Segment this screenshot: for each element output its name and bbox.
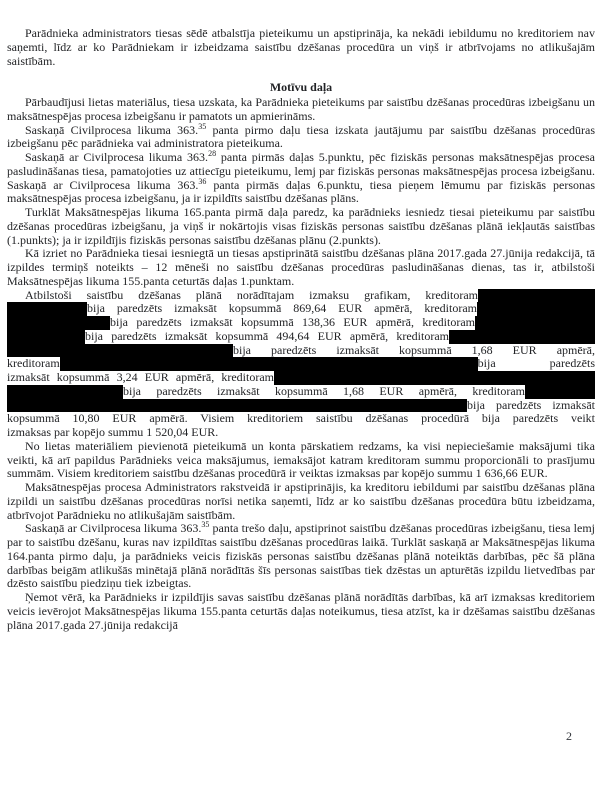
redacted-line bbox=[7, 412, 595, 426]
redacted-line-text: bija paredzēts izmaksāt kopsummā 1,68 EUR apmērā, kreditoram bbox=[123, 384, 525, 398]
paragraph: Saskaņā ar Civilprocesa likuma 363.28 panta pirmās daļas 5.punktu, pēc fiziskās personas maksātnespējas procesa pasludināšanas tiesa, pamatojoties uz attiecīgu pieteikumu, lemj par fiziskās personas maksātnespējas procesa izbeigšanu. Saskaņā ar Civilprocesa likuma 363.36 panta pirmās daļas 6.punktu, tiesa pieņem lēmumu par fiziskās personas maksātnespējas procesa izbeigšanu, ja ir izpildīts saistību dzēšanas plāns. bbox=[7, 149, 595, 206]
redacted-line bbox=[7, 316, 595, 330]
redacted-line bbox=[7, 344, 595, 358]
paragraph: Turklāt Maksātnespējas likuma 165.panta pirmā daļa paredz, ka parādnieks iesniedz tiesai pieteikumu par saistību dzēšanas procedūras izbeigšanu, ja viņš ir nokārtojis visas fiziskās personas saistību dzēšanas plānā iekļautās saistības (1.punkts); ja ir izpildījis fiziskās personas saistību dzēšanas plānu (2.punkts). bbox=[7, 205, 595, 247]
paragraph: Pārbaudījusi lietas materiālus, tiesa uzskata, ka Parādnieka pieteikums par saistību dzēšanas procedūras izbeigšanu un maksātnespējas procesa izbeigšanu ir pamatots un apmierināms. bbox=[7, 95, 595, 123]
redacted-paragraph bbox=[7, 289, 595, 440]
page-number: 2 bbox=[566, 729, 572, 743]
paragraph: Parādnieka administrators tiesas sēdē atbalstīja pieteikumu un apstiprināja, ka nekādi iebildumu no kreditoriem nav saņemti, līdz ar ko Parādniekam ir izbeidzama saistību dzēšanas procedūra un viņš ir atbrīvojams no atlikušajām saistībām. bbox=[7, 26, 595, 68]
redaction-box bbox=[7, 302, 87, 316]
redaction-box bbox=[7, 344, 233, 358]
redacted-line bbox=[7, 330, 595, 344]
paragraph: No lietas materiāliem pievienotā pieteikumā un konta pārskatiem redzams, ka visi nepieciešamie maksājumi tika veikti, kā arī papildus Parādnieks veica maksājumus, iemaksājot katram kreditoram summu proporcionāli to prasījumu summām. Visiem kreditoriem saistību dzēšanas procedūrā ir veiktas izmaksas par kopējo summu 1 636,66 EUR. bbox=[7, 438, 595, 481]
redacted-line-text: izmaksas par kopējo summu 1 520,04 EUR. bbox=[7, 426, 219, 439]
redacted-line-text: bija paredzēts izmaksāt kopsummā 138,36 EUR apmērā, kreditoram bbox=[110, 316, 475, 329]
redaction-box bbox=[525, 385, 595, 399]
redacted-line-text: bija paredzēts izmaksāt kopsummā 869,64 EUR apmērā, kreditoram bbox=[87, 302, 477, 316]
redacted-line bbox=[7, 357, 595, 371]
redaction-box bbox=[478, 289, 595, 303]
section-heading: Motīvu daļa bbox=[269, 80, 333, 95]
document-body bbox=[7, 27, 595, 632]
redacted-line-text: bija paredzēts izmaksāt bbox=[467, 398, 595, 412]
redaction-box bbox=[7, 385, 123, 399]
redacted-line-text: bija paredzēts izmaksāt kopsummā 1,68 EUR apmērā, bbox=[233, 343, 595, 357]
redacted-line bbox=[7, 289, 595, 303]
redacted-line bbox=[7, 399, 595, 413]
paragraph: Kā izriet no Parādnieka tiesai iesniegtā un tiesas apstiprinātā saistību dzēšanas plāna 2017.gada 27.jūnija redakcijā, tā izpildes termiņš noteikts – 12 mēneši no saistību dzēšanas procedūras pasludināšanas dienas, tas ir, atbilstoši Maksātnespējas likuma 155.panta ceturtās daļas 1.punktam. bbox=[7, 246, 595, 288]
paragraph: Saskaņā Civilprocesa likuma 363.35 panta pirmo daļu tiesa izskata jautājumu par saistību dzēšanas procedūras izbeigšanu pēc parādnieka vai administratora pieteikuma. bbox=[7, 121, 595, 151]
footnote-superscript: 35 bbox=[201, 520, 210, 530]
footnote-superscript: 36 bbox=[198, 176, 207, 186]
indent-spacer bbox=[7, 289, 25, 303]
redaction-box bbox=[7, 330, 85, 344]
redacted-line-text: kreditoram bbox=[7, 357, 60, 371]
redacted-line bbox=[7, 385, 595, 399]
redacted-line-text: izmaksāt kopsummā 3,24 EUR apmērā, kreditoram bbox=[7, 371, 274, 384]
paragraph: Ņemot vērā, ka Parādnieks ir izpildījis savas saistību dzēšanas plānā norādītās darbības, kā arī izmaksas kreditoriem veicis ievērojot Maksātnespējas likuma 155.panta ceturtās daļas noteikumus, tiesa atzīst, ka ir dzēšamas saistību dzēšanas plāna 2017.gada 27.jūnija redakcijā bbox=[7, 590, 595, 632]
redacted-line-text: kopsummā 10,80 EUR apmērā. Visiem kreditoriem saistību dzēšanas procedūrā bija paredzēts veikt bbox=[7, 412, 595, 426]
redaction-box bbox=[274, 371, 595, 385]
footnote-superscript: 28 bbox=[208, 149, 217, 158]
redacted-line-text: bija paredzēts bbox=[477, 357, 595, 371]
paragraph: Saskaņā ar Civilprocesa likuma 363.35 panta trešo daļu, apstiprinot saistību dzēšanas procedūras izbeigšanu, tiesa lemj par to saistību dzēšanu, kuras nav izpildītas saistību dzēšanas procedūras laikā. Turklāt saskaņā ar Maksātnespējas likuma 164.panta pirmo daļu, ja parādnieks veicis fiziskās personas saistību dzēšanas plānā noteiktās darbības, pēc šā plāna darbības beigām atlikušās minētajā plānā norādītās šīs personas saistības tiek dzēstas un apturētās izpildu lietvedības par dzēsto saistību piedziņu tiek izbeigtas. bbox=[7, 520, 596, 591]
redaction-box bbox=[477, 302, 595, 316]
redacted-line bbox=[7, 371, 595, 385]
footnote-superscript: 35 bbox=[198, 121, 207, 131]
redacted-line-text: bija paredzēts izmaksāt kopsummā 494,64 EUR apmērā, kreditoram bbox=[85, 329, 449, 343]
redacted-line bbox=[7, 302, 595, 316]
redaction-box bbox=[7, 316, 110, 330]
redaction-box bbox=[449, 330, 595, 344]
paragraph: Maksātnespējas procesa Administrators rakstveidā ir apstiprinājis, ka kreditoru iebildumi par saistību dzēšanas plāna izpildi un saistību dzēšanas procedūras norīsi netika saņemti, līdz ar ko saistību dzēšanas procedūra būtu izbeidzama, atbrīvojot Parādnieku no atlikušajām saistībām. bbox=[7, 480, 595, 522]
redaction-box bbox=[475, 316, 595, 330]
redaction-box bbox=[60, 357, 478, 371]
redacted-line-text: Atbilstoši saistību dzēšanas plānā norādītajam izmaksu grafikam, kreditoram bbox=[25, 288, 478, 302]
redaction-box bbox=[7, 399, 467, 413]
redacted-line bbox=[7, 426, 595, 440]
